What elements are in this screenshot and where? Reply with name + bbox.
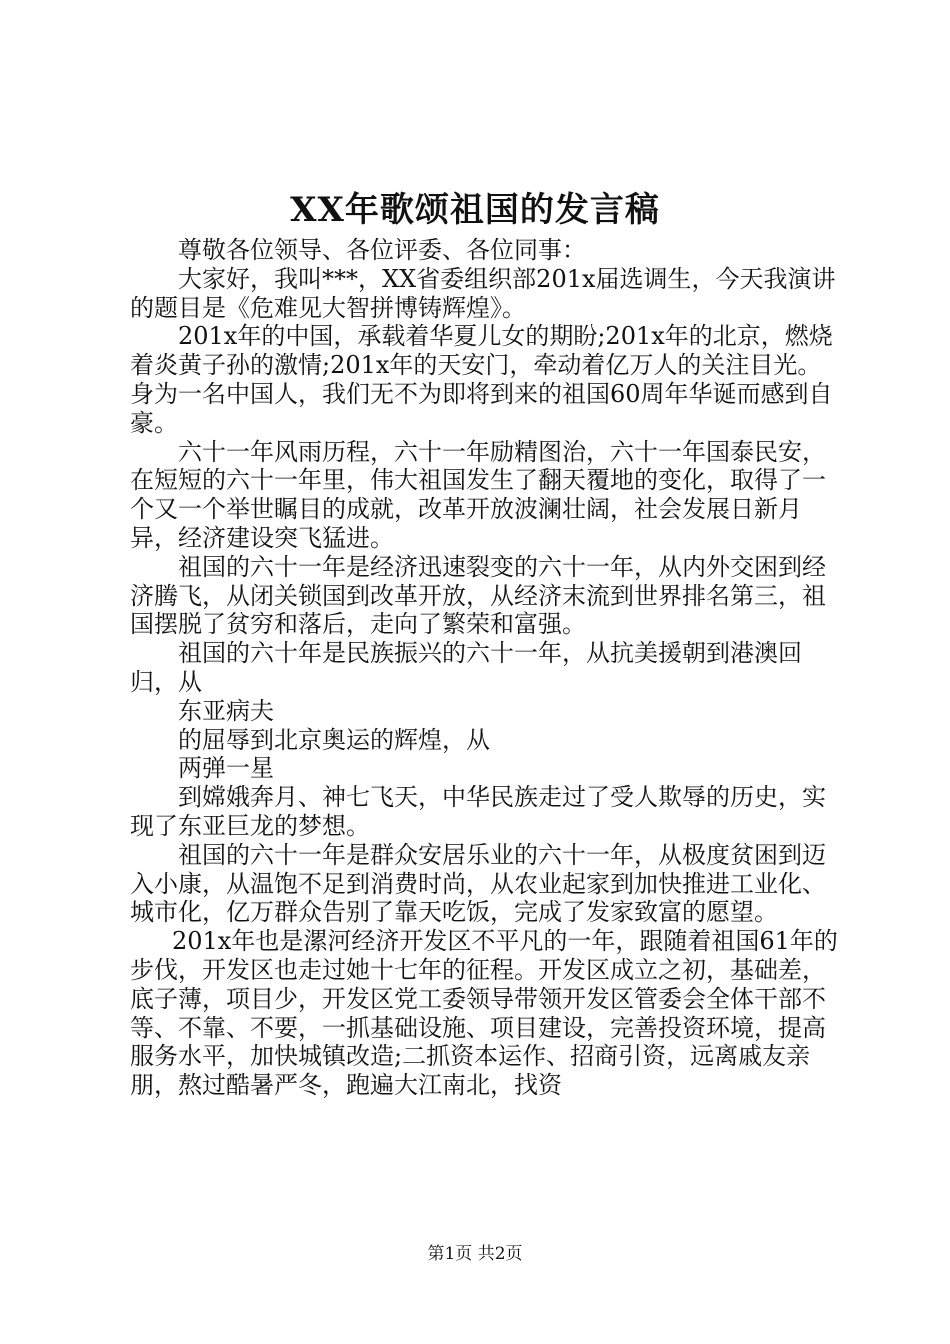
page-number-footer: 第1页 共2页: [427, 1244, 523, 1264]
paragraph: 201x年也是漯河经济开发区不平凡的一年，跟随着祖国61年的步伐，开发区也走过她十七年的征程。开发区成立之初，基础差，底子薄，项目少，开发区党工委领导带领开发区管委会全体干部不等、不靠、不要，一抓基础设施、项目建设，完善投资环境，提高服务水平，加快城镇改造;二抓资本运作、招商引资，远离戚友亲朋，熬过酷暑严冬，跑遍大江南北，找资: [130, 927, 838, 1100]
paragraph-greeting: 尊敬各位领导、各位评委、各位同事：: [178, 236, 586, 264]
paragraph: 祖国的六十一年是群众安居乐业的六十一年，从极度贫困到迈入小康，从温饱不足到消费时尚，从农业起家到加快推进工业化、城市化，亿万群众告别了靠天吃饭，完成了发家致富的愿望。: [130, 840, 826, 927]
paragraph: 祖国的六十一年是经济迅速裂变的六十一年，从内外交困到经济腾飞，从闭关锁国到改革开放，从经济末流到世界排名第三，祖国摆脱了贫穷和落后，走向了繁荣和富强。: [130, 552, 826, 639]
document-body: [130, 236, 842, 1100]
paragraph: 201x年的中国，承载着华夏儿女的期盼;201x年的北京，燃烧着炎黄子孙的激情;201x年的天安门，牵动着亿万人的关注目光。身为一名中国人，我们无不为即将到来的祖国60周年华诞而感到自豪。: [130, 322, 833, 437]
paragraph-fragment: 两弹一星: [178, 754, 274, 783]
paragraph-intro: 大家好，我叫***，XX省委组织部201x届选调生，今天我演讲的题目是《危难见大智拼博铸辉煌》。: [130, 264, 836, 322]
paragraph-fragment: 的屈辱到北京奥运的辉煌，从: [178, 725, 490, 754]
paragraph: 祖国的六十年是民族振兴的六十一年，从抗美援朝到港澳回归，从: [130, 639, 802, 696]
paragraph: 到嫦娥奔月、神七飞天，中华民族走过了受人欺辱的历史，实现了东亚巨龙的梦想。: [130, 783, 826, 840]
paragraph-fragment: 东亚病夫: [178, 696, 274, 725]
paragraph: 六十一年风雨历程，六十一年励精图治，六十一年国泰民安，在短短的六十一年里，伟大祖国发生了翻天覆地的变化，取得了一个又一个举世瞩目的成就，改革开放波澜壮阔，社会发展日新月异，经济建设突飞猛进。: [130, 437, 826, 552]
document-title: XX年歌颂祖国的发言稿: [290, 190, 660, 230]
